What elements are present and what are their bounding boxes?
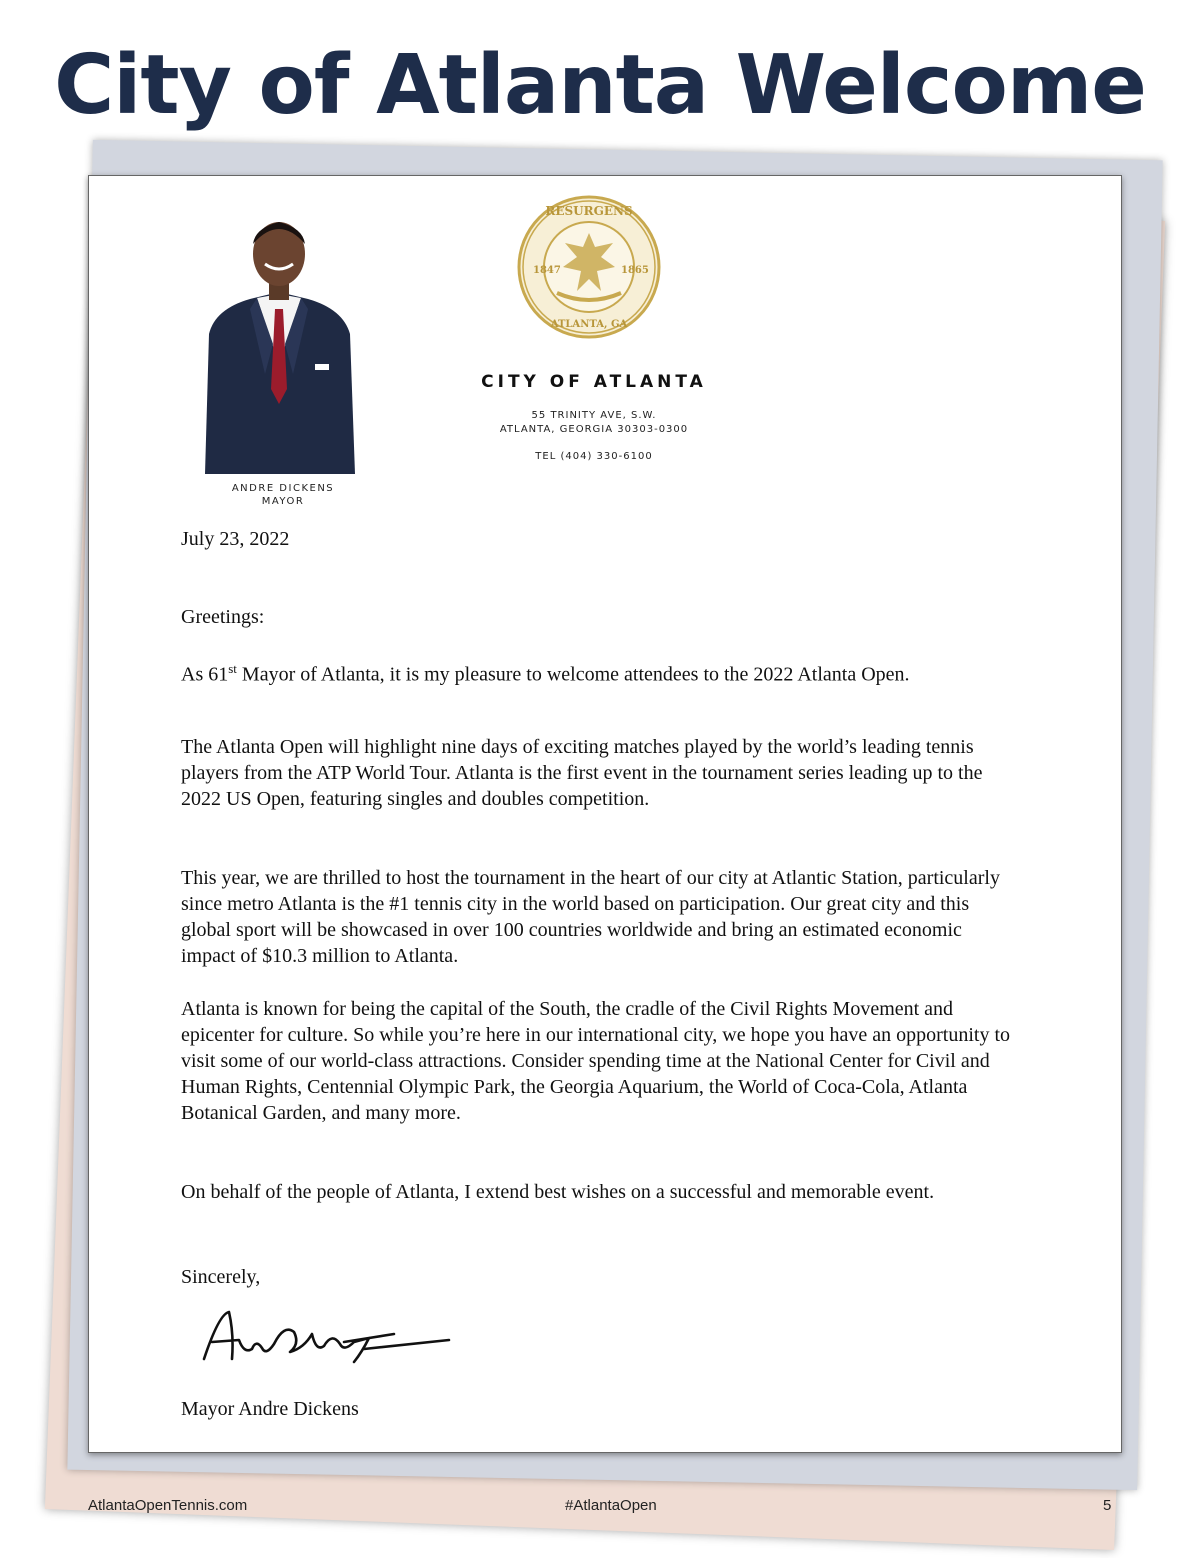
svg-text:1865: 1865 xyxy=(621,265,649,276)
letter-paragraph-1 xyxy=(181,656,1011,688)
city-seal-icon xyxy=(517,195,661,339)
mayor-photo xyxy=(195,214,363,474)
signature xyxy=(194,1304,454,1374)
letter-page xyxy=(88,175,1122,1453)
page-title: City of Atlanta Welcome xyxy=(54,38,1146,133)
mayor-name: ANDRE DICKENS xyxy=(231,483,335,494)
footer-page-number: 5 xyxy=(1103,1497,1112,1514)
mayor-caption xyxy=(195,482,371,508)
letter-paragraph-4: Atlanta is known for being the capital of the South, the cradle of the Civil Rights Movement and epicenter for culture. So while you’re here in our international city, we hope you have an opportunity to visit some of our world-class attractions. Consider spending time at the National Center for Civil and Human Rights, Centennial Olympic Park, the Georgia Aquarium, the World of Coca-Cola, Atlanta Botanical Garden, and many more. xyxy=(181,998,1010,1124)
footer-hashtag: #AtlantaOpen xyxy=(565,1497,657,1514)
svg-text:1847: 1847 xyxy=(533,265,561,276)
org-name: CITY OF ATLANTA xyxy=(481,372,707,392)
signer-name: Mayor Andre Dickens xyxy=(181,1398,359,1420)
svg-text:ATLANTA, GA: ATLANTA, GA xyxy=(550,319,628,330)
p1-start: As 61 xyxy=(181,663,229,686)
mayor-title: MAYOR xyxy=(261,496,305,507)
telephone: TEL (404) 330-6100 xyxy=(535,451,653,462)
address-line-2: ATLANTA, GEORGIA 30303-0300 xyxy=(499,424,689,435)
letter-paragraph-5: On behalf of the people of Atlanta, I extend best wishes on a successful and memorable event. xyxy=(181,1181,935,1203)
letter-closing: Sincerely, xyxy=(181,1266,261,1288)
letter-date: July 23, 2022 xyxy=(181,528,290,550)
address-line-1: 55 TRINITY AVE, S.W. xyxy=(531,410,657,421)
letter-paragraph-2: The Atlanta Open will highlight nine days of exciting matches played by the world’s leading tennis players from the ATP World Tour. Atlanta is the first event in the tournament series leading up to the 2022 US Open, featuring singles and doubles competition. xyxy=(181,736,983,810)
footer-website[interactable]: AtlantaOpenTennis.com xyxy=(88,1497,248,1514)
svg-text:RESURGENS: RESURGENS xyxy=(545,204,633,218)
p1-end: Mayor of Atlanta, it is my pleasure to welcome attendees to the 2022 Atlanta Open. xyxy=(236,663,910,686)
letter-paragraph-3: This year, we are thrilled to host the tournament in the heart of our city at Atlantic Station, particularly since metro Atlanta is the #1 tennis city in the world based on participation. Our great city and this global sport will be showcased in over 100 countries worldwide and bring an estimated economic impact of $10.3 million to Atlanta. xyxy=(181,867,1000,967)
letter-greeting: Greetings: xyxy=(181,606,265,628)
p1-superscript: st xyxy=(228,661,237,676)
